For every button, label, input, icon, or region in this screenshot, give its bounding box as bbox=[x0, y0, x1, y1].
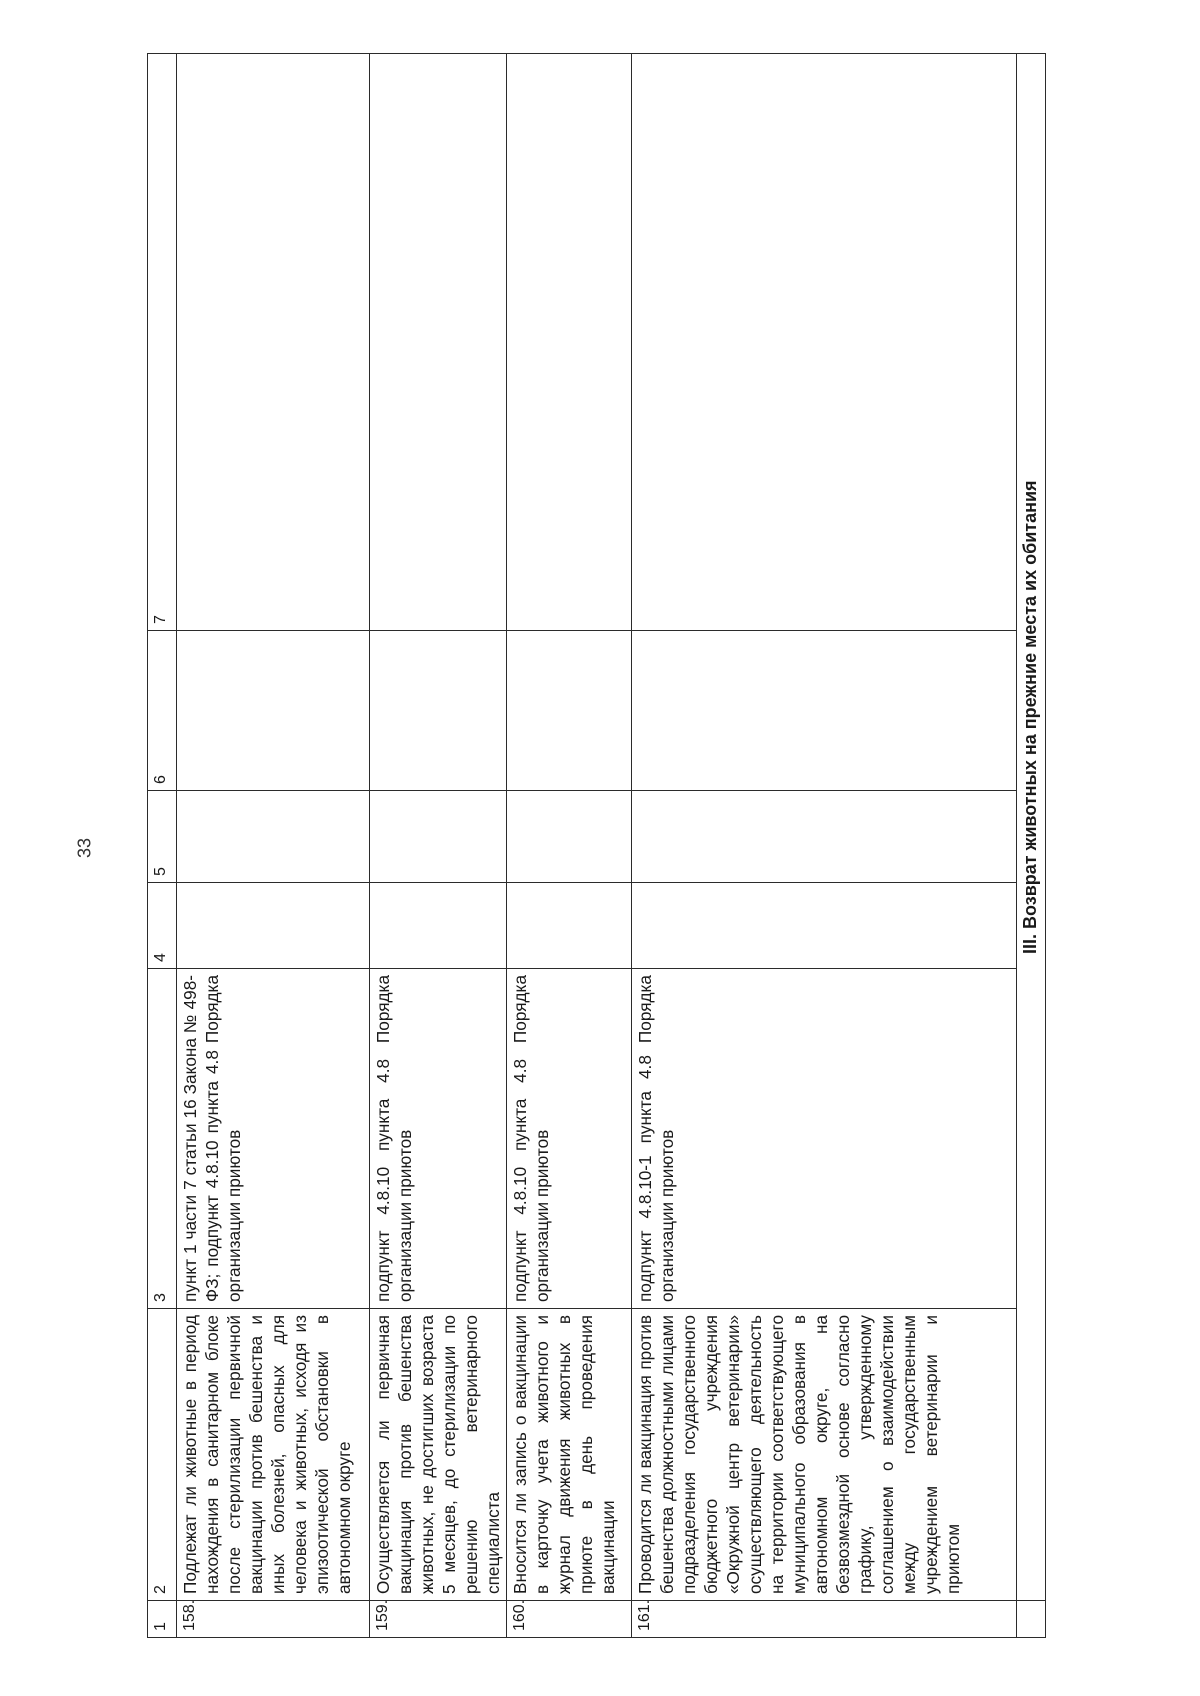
empty-cell bbox=[632, 791, 1017, 883]
header-cell: 5 bbox=[148, 791, 177, 883]
question-cell: Подлежат ли животные в период нахождения в санитарном блоке после стерилизации первичной вакцинации против бешенства и иных болезней, опасных для человека и животных, исходя из эпизоотической обстановки в автономном округе bbox=[177, 1309, 370, 1601]
table-row bbox=[177, 54, 370, 1638]
question-cell: Вносится ли запись о вакцинации в карточку учета животного и журнал движения животных в приюте в день проведения вакцинации bbox=[507, 1309, 632, 1601]
empty-cell bbox=[370, 54, 507, 631]
empty-cell bbox=[507, 791, 632, 883]
empty-cell bbox=[632, 883, 1017, 969]
question-cell: Осуществляется ли первичная вакцинация против бешенства животных, не достигших возраста 5 месяцев, до стерилизации по решению ветеринарного специалиста bbox=[370, 1309, 507, 1601]
section-heading-cell bbox=[1017, 54, 1046, 1601]
row-number: 159. bbox=[370, 1601, 507, 1638]
table-row bbox=[632, 54, 1017, 1638]
row-number: 160. bbox=[507, 1601, 632, 1638]
header-cell: 3 bbox=[148, 969, 177, 1309]
empty-cell bbox=[370, 791, 507, 883]
empty-cell bbox=[507, 883, 632, 969]
table-row bbox=[370, 54, 507, 1638]
empty-cell bbox=[507, 54, 632, 631]
empty-cell bbox=[1017, 1601, 1046, 1638]
legal-basis-cell: подпункт 4.8.10 пункта 4.8 Порядка организации приютов bbox=[370, 969, 507, 1309]
header-cell: 2 bbox=[148, 1309, 177, 1601]
header-cell: 7 bbox=[148, 54, 177, 631]
legal-basis-cell: пункт 1 части 7 статьи 16 Закона № 498-ФЗ; подпункт 4.8.10 пункта 4.8 Порядка организации приютов bbox=[177, 969, 370, 1309]
section-row bbox=[1017, 54, 1046, 1638]
header-cell: 1 bbox=[148, 1601, 177, 1638]
empty-cell bbox=[370, 883, 507, 969]
empty-cell bbox=[177, 631, 370, 791]
legal-basis-cell: подпункт 4.8.10 пункта 4.8 Порядка организации приютов bbox=[507, 969, 632, 1309]
question-cell: Проводится ли вакцинация против бешенства должностными лицами подразделения государственного бюджетного учреждения «Окружной центр ветеринарии» осуществляющего деятельность на территории соответствующего муниципального образования в автономном округе, на безвозмездной основе согласно графику, утвержденному соглашением о взаимодействии между государственным учреждением ветеринарии и приютом bbox=[632, 1309, 1017, 1601]
empty-cell bbox=[507, 631, 632, 791]
empty-cell bbox=[632, 54, 1017, 631]
empty-cell bbox=[632, 631, 1017, 791]
row-number: 158. bbox=[177, 1601, 370, 1638]
header-cell: 4 bbox=[148, 883, 177, 969]
empty-cell bbox=[177, 883, 370, 969]
section-title: III. Возврат животных на прежние места их обитания bbox=[1020, 480, 1040, 954]
empty-cell bbox=[177, 54, 370, 631]
header-row bbox=[148, 54, 177, 1638]
header-cell: 6 bbox=[148, 631, 177, 791]
empty-cell bbox=[177, 791, 370, 883]
rotated-table-container bbox=[147, 54, 1040, 1638]
page-number: 33 bbox=[74, 837, 95, 859]
table-row bbox=[507, 54, 632, 1638]
empty-cell bbox=[370, 631, 507, 791]
legal-basis-cell: подпункт 4.8.10-1 пункта 4.8 Порядка организации приютов bbox=[632, 969, 1017, 1309]
checklist-table bbox=[147, 53, 1046, 1638]
row-number: 161. bbox=[632, 1601, 1017, 1638]
